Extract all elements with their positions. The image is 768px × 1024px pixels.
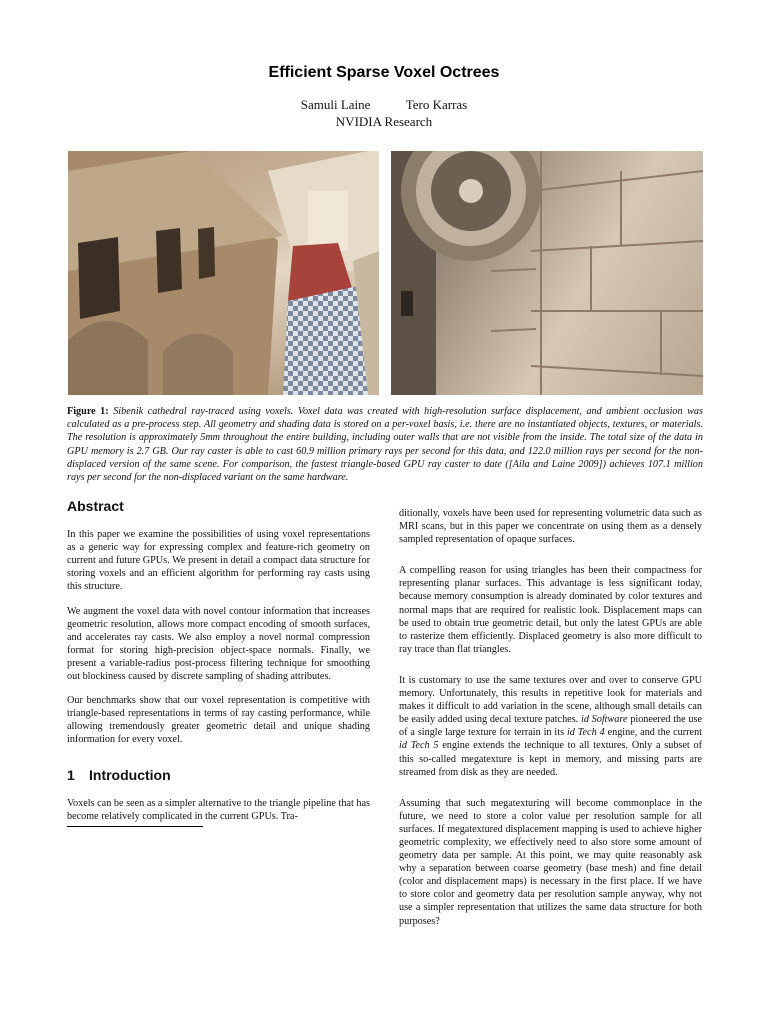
author-name: Samuli Laine bbox=[300, 97, 371, 112]
figure-image-rose-window-wall bbox=[391, 151, 703, 395]
author-name: Tero Karras bbox=[405, 97, 468, 112]
footnote-rule bbox=[67, 826, 203, 827]
text-run: engine, and the current bbox=[607, 727, 702, 739]
body-paragraph: ditionally, voxels have been used for representing volumetric data such as MRI scans, but in this paper we concentrate on using them as a densely sampled representation of opaque surfaces. bbox=[399, 508, 702, 546]
body-paragraph: Assuming that such megatexturing will become commonplace in the future, we need to store a color value per resolution sample for all surfaces. If megatextured displacement mapping is used to achieve higher geometric complexity, we effectively need to also store some amount of geometry data per sample. At this point, we may quite reasonably ask why a separation between coarse geometry (base mesh) and fine detail (color and displacement maps) is necessary in the first place. If we have to store color and geometry data per resolution sample anyway, why not use a simpler representation that utilizes the same data structure for both purposes? bbox=[399, 797, 702, 927]
body-paragraph-megatexture bbox=[399, 674, 702, 779]
abstract-heading: Abstract bbox=[67, 498, 124, 514]
section-number: 1 bbox=[67, 766, 75, 783]
figure-image-cathedral-interior bbox=[68, 151, 379, 395]
body-paragraph: A compelling reason for using triangles has been their compactness for representing planar surfaces. This advantage is less significant today, because memory consumption is already dominated by color textures and normal maps that are required for realistic look. Displacement maps can be used to obtain true geometric detail, but only the latest GPUs are able to rasterize them efficiently. Displaced geometry is also more difficult to ray trace than flat triangles. bbox=[399, 565, 702, 655]
emph-id-tech-4: id Tech 4 bbox=[566, 727, 605, 739]
figure-caption bbox=[67, 405, 703, 484]
left-column bbox=[67, 500, 370, 827]
section-heading-introduction bbox=[67, 766, 370, 783]
right-column bbox=[399, 507, 702, 941]
section-title: Introduction bbox=[89, 766, 171, 783]
abstract-paragraph: Our benchmarks show that our voxel representation is competitive with triangle-based representations in terms of ray casting performance, while allowing tremendously greater geometric detail and unique shading information for every voxel. bbox=[67, 695, 370, 746]
abstract-paragraph: In this paper we examine the possibilities of using voxel representations as a generic way for expressing complex and feature-rich geometry on current and future GPUs. We present in detail a compact data structure for storing voxels and an efficient algorithm for performing ray casts using this structure. bbox=[67, 529, 370, 593]
intro-paragraph: Voxels can be seen as a simpler alternative to the triangle pipeline that has become relatively complicated in the current GPUs. Tra- bbox=[67, 797, 370, 822]
author-block bbox=[0, 96, 768, 130]
affiliation: NVIDIA Research bbox=[335, 114, 433, 129]
emph-id-software: id Software bbox=[580, 714, 628, 726]
emph-id-tech-5: id Tech 5 bbox=[399, 740, 439, 752]
text-run: pioneered the use of a single large texture for terrain in its bbox=[399, 714, 702, 739]
text-run: engine extends the technique to all textures. Only a subset of this so-called megatexture is kept in memory, and missing parts are streamed from disk as they are needed. bbox=[399, 740, 703, 778]
figure-caption-text: Sibenik cathedral ray-traced using voxels. Voxel data was created with high-resolution surface displacement, and ambient occlusion was calculated as a pre-process step. All geometry and shading data is stored on a per-voxel basis, i.e. there are no instantiated objects, textures, or materials. The resolution is approximately 5mm throughout the entire building, including outer walls that are not visible from the inside. The total size of the data in GPU memory is 2.7 GB. Our ray caster is able to cast 60.9 million primary rays per second for this data, and 122.0 million rays per second for the non-displaced version of the same scene. For comparison, the fastest triangle-based GPU ray caster to date ([Aila and Laine 2009]) achieves 107.1 million rays per second for the non-displaced variant on the same hardware. bbox=[67, 406, 703, 484]
paper-title: Efficient Sparse Voxel Octrees bbox=[268, 64, 500, 81]
figure-label: Figure 1: bbox=[67, 406, 109, 417]
text-run: It is customary to use the same textures over and over to conserve GPU memory. Unfortunately, this results in repetitive look for materials and makes it difficult to add variation in the scene, although small details can be easily added using decal texture patches. bbox=[399, 674, 702, 726]
abstract-paragraph: We augment the voxel data with novel contour information that increases geometric resolution, allows more compact encoding of smooth surfaces, and accelerates ray casts. We also employ a novel normal compression format for storing high-precision object-space normals. Finally, we present a variable-radius post-process filtering technique for smoothing out blockiness caused by discrete sampling of shading attributes. bbox=[67, 605, 370, 683]
